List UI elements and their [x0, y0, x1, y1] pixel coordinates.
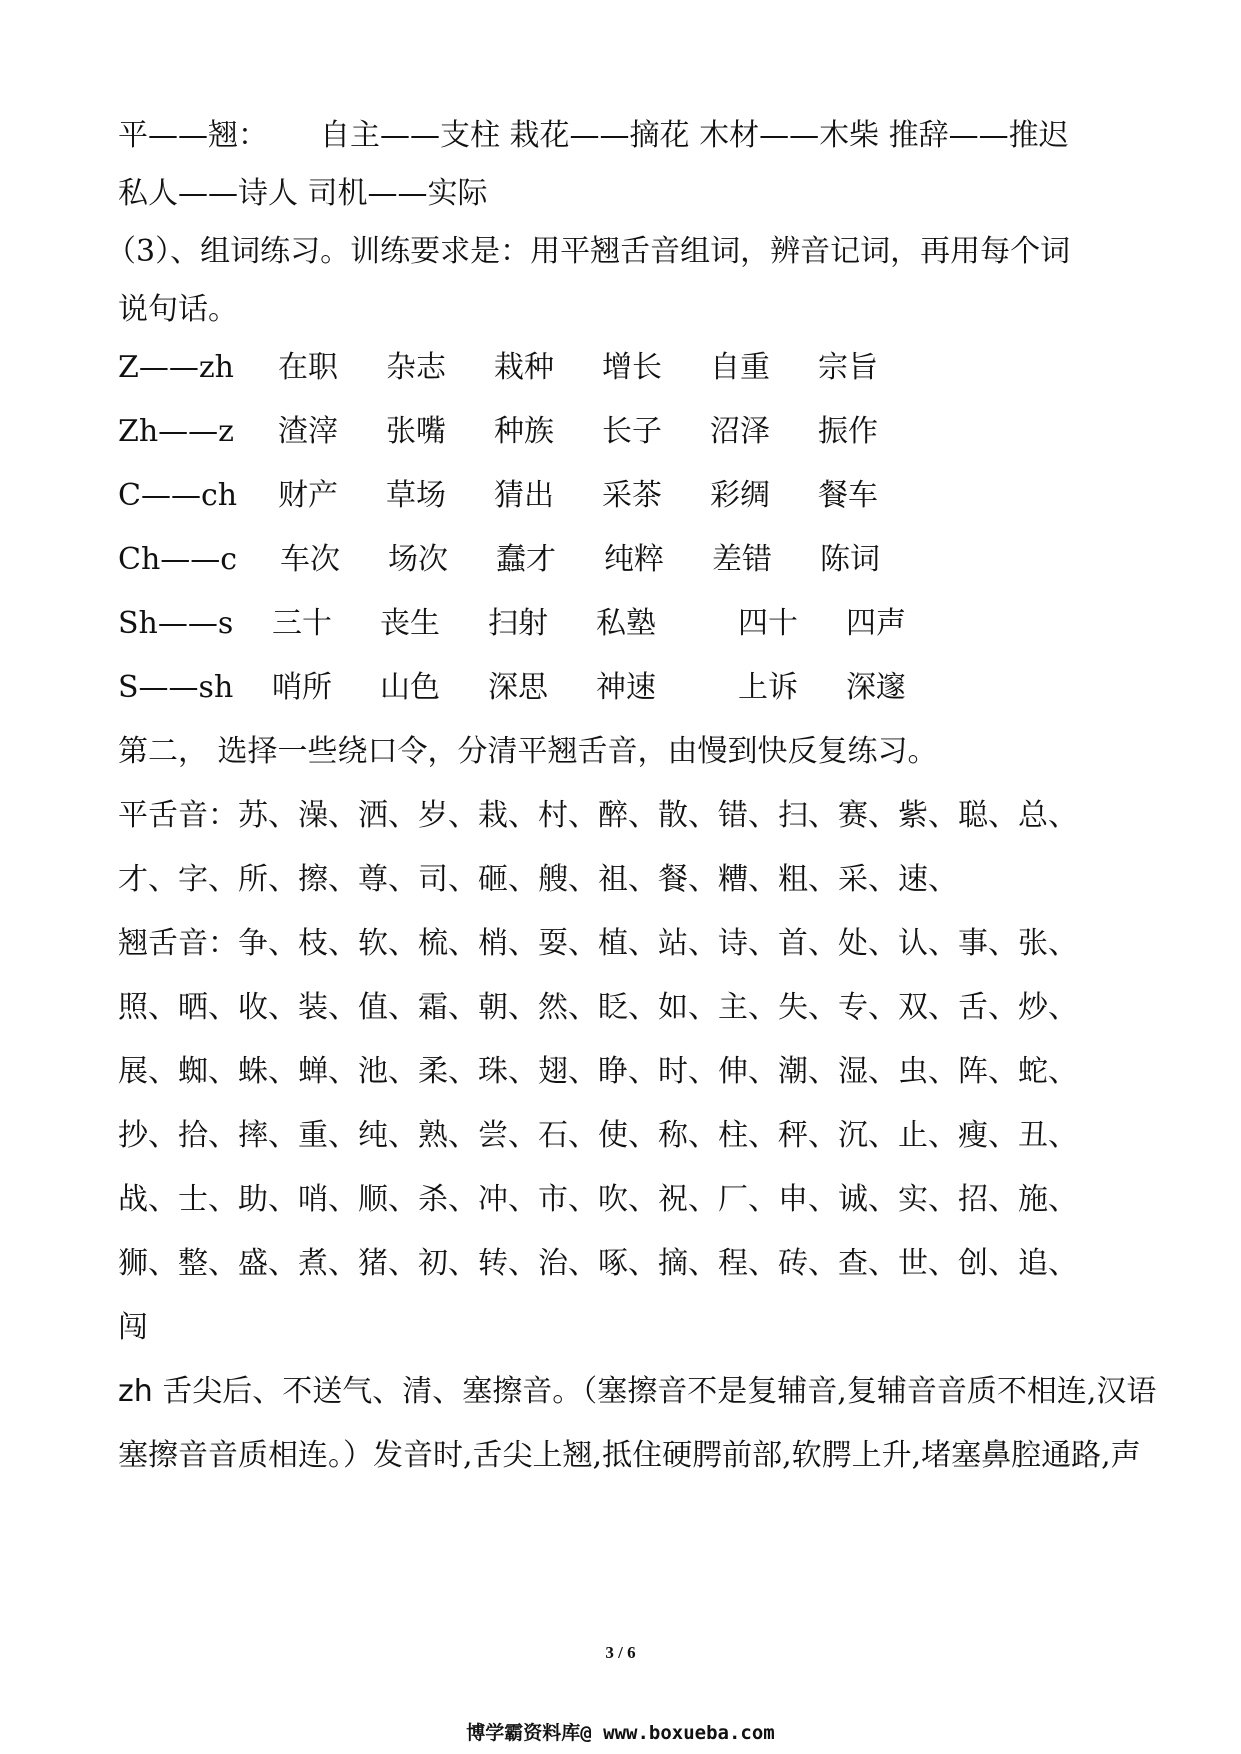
pair-word: 猜出	[494, 478, 554, 513]
flat-tongue-list: 平舌音：苏、澡、洒、岁、栽、村、醉、散、错、扫、赛、紫、聪、总、	[118, 798, 1078, 833]
footer-watermark: 博学霸资料库@ www.boxueba.com	[466, 1722, 775, 1744]
pair-word: 四十	[738, 606, 798, 641]
pair-word: 场次	[388, 542, 448, 577]
pair-word: 深思	[488, 670, 548, 705]
pair-word: 振作	[818, 414, 878, 449]
pair-word: 增长	[602, 350, 662, 385]
pair-word: 彩绸	[710, 478, 770, 513]
retroflex-list: 照、晒、收、装、值、霜、朝、然、眨、如、主、失、专、双、舌、炒、	[118, 990, 1078, 1025]
pair-label: Sh——s	[118, 606, 234, 641]
retroflex-list: 展、蜘、蛛、蝉、池、柔、珠、翅、睁、时、伸、潮、湿、虫、阵、蛇、	[118, 1054, 1078, 1089]
pair-word: 丧生	[380, 606, 440, 641]
pair-word: 宗旨	[818, 350, 878, 385]
phoneme-zh: zh	[118, 1374, 153, 1409]
phonetics-paragraph: 塞擦音音质相连。）发音时,舌尖上翘,抵住硬腭前部,软腭上升,堵塞鼻腔通路,声	[118, 1438, 1141, 1473]
pair-label: S——sh	[118, 670, 234, 705]
pair-word: 深邃	[846, 670, 906, 705]
pair-word: 差错	[712, 542, 772, 577]
pair-word: 车次	[280, 542, 340, 577]
pair-word: 杂志	[386, 350, 446, 385]
pair-word: 陈词	[820, 542, 880, 577]
pair-label: C——ch	[118, 478, 238, 513]
retroflex-list: 战、士、助、哨、顺、杀、冲、市、吹、祝、厂、申、诚、实、招、施、	[118, 1182, 1078, 1217]
pair-word: 神速	[596, 670, 656, 705]
text-line: 私人——诗人 司机——实际	[118, 176, 488, 211]
retroflex-list: 抄、拾、摔、重、纯、熟、尝、石、使、称、柱、秤、沉、止、瘦、丑、	[118, 1118, 1078, 1153]
retroflex-list: 翘舌音：争、枝、软、梳、梢、耍、植、站、诗、首、处、认、事、张、	[118, 926, 1078, 961]
pair-word: 在职	[278, 350, 338, 385]
pair-label: Z——zh	[118, 350, 234, 385]
pair-word: 沼泽	[710, 414, 770, 449]
pair-word: 私塾	[596, 606, 656, 641]
pair-word: 渣滓	[278, 414, 338, 449]
section-heading: （3）、组词练习。训练要求是：用平翘舌音组词，辨音记词，再用每个词	[106, 234, 1071, 269]
pair-word: 四声	[846, 606, 906, 641]
section-heading: 第二， 选择一些绕口令，分清平翘舌音，由慢到快反复练习。	[118, 734, 938, 769]
text-line: 说句话。	[118, 292, 238, 327]
retroflex-list: 狮、整、盛、煮、猪、初、转、治、啄、摘、程、砖、查、世、创、追、	[118, 1246, 1078, 1281]
pair-word: 自重	[710, 350, 770, 385]
pair-word: 张嘴	[386, 414, 446, 449]
pair-word: 财产	[278, 478, 338, 513]
pair-word: 栽种	[494, 350, 554, 385]
pair-label: Ch——c	[118, 542, 238, 577]
contrast-words: 自主——支柱 栽花——摘花 木材——木柴 推辞——推迟	[320, 118, 1069, 153]
pair-label: Zh——z	[118, 414, 234, 449]
pair-word: 长子	[602, 414, 662, 449]
pair-word: 草场	[386, 478, 446, 513]
retroflex-list: 闯	[118, 1310, 148, 1345]
phonetics-text: 舌尖后、不送气、清、塞擦音。（塞擦音不是复辅音,复辅音音质不相连,汉语	[152, 1374, 1157, 1409]
pair-word: 山色	[380, 670, 440, 705]
pair-word: 三十	[272, 606, 332, 641]
pair-word: 蠢才	[496, 542, 556, 577]
pair-word: 扫射	[488, 606, 548, 641]
pair-word: 上诉	[738, 670, 798, 705]
contrast-pairs-line	[118, 116, 1069, 156]
pair-word: 种族	[494, 414, 554, 449]
pair-word: 采茶	[602, 478, 662, 513]
pair-word: 哨所	[272, 670, 332, 705]
phonetics-paragraph	[118, 1372, 1156, 1412]
contrast-label: 平——翘：	[118, 118, 268, 153]
pair-word: 餐车	[818, 478, 878, 513]
pair-word: 纯粹	[604, 542, 664, 577]
flat-tongue-list: 才、字、所、擦、尊、司、砸、艘、祖、餐、糟、粗、采、速、	[118, 862, 958, 897]
page-number: 3 / 6	[605, 1643, 636, 1662]
